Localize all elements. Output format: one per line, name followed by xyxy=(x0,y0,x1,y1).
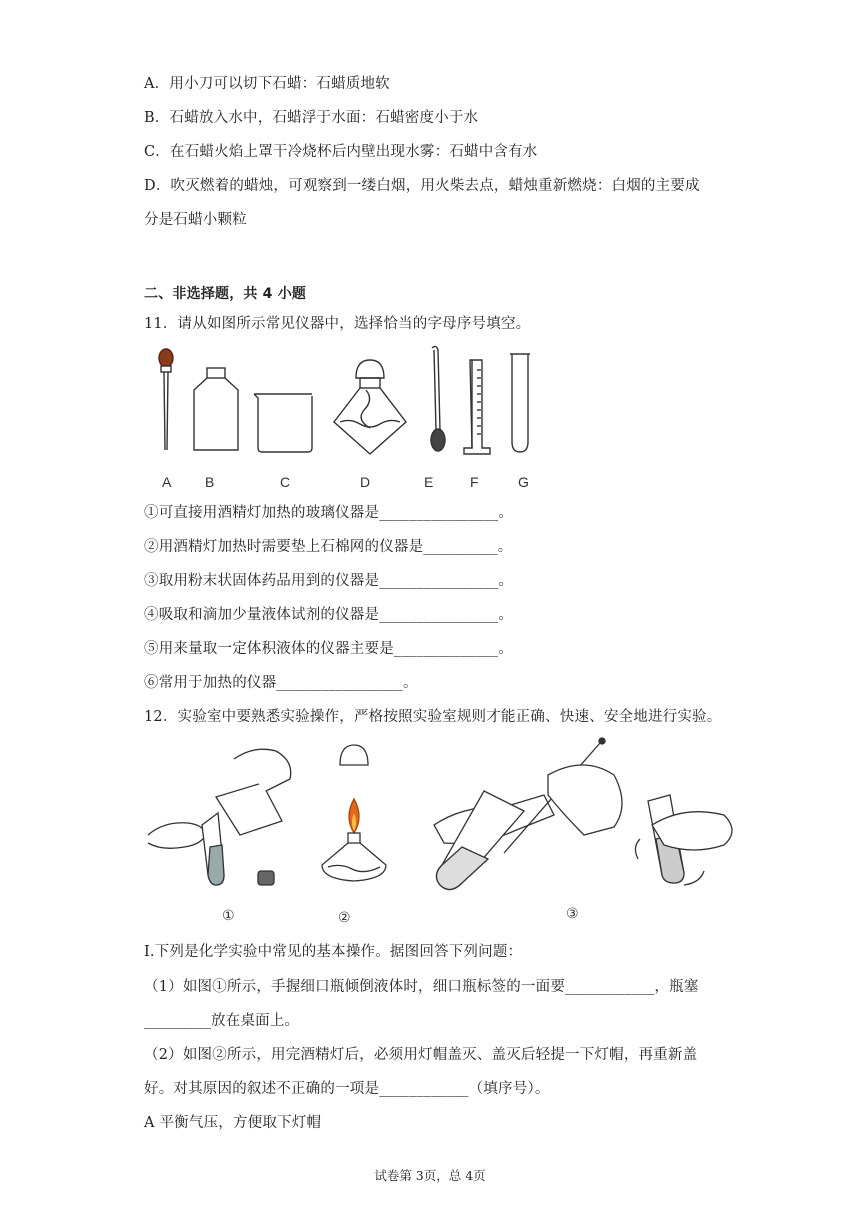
beaker-icon xyxy=(254,394,312,452)
q12-sub1-line1: （1）如图①所示，手握细口瓶倾倒液体时，细口瓶标签的一面要____________，瓶塞 xyxy=(144,979,699,995)
q12-sub2-line2: 好。对其原因的叙述不正确的一项是____________（填序号）。 xyxy=(144,1081,550,1097)
q11-item-2: ②用酒精灯加热时需要垫上石棉网的仪器是__________。 xyxy=(144,539,513,555)
operations-figure xyxy=(144,735,744,905)
label-g: G xyxy=(518,474,529,490)
fig-label-3: ③ xyxy=(566,906,579,922)
label-d: D xyxy=(360,474,371,490)
pouring-liquid-illustration xyxy=(148,749,291,885)
q12-option-a: A 平衡气压，方便取下灯帽 xyxy=(144,1115,322,1131)
q11-item-4: ④吸取和滴加少量液体试剂的仪器是________________。 xyxy=(144,607,514,623)
q12-part1: Ⅰ.下列是化学实验中常见的基本操作。据图回答下列问题： xyxy=(144,944,523,960)
label-b: B xyxy=(205,474,215,490)
q12-sub1-line2: _________放在桌面上。 xyxy=(144,1013,300,1029)
fig-label-2: ② xyxy=(338,910,351,926)
q11-item-3: ③取用粉末状固体药品用到的仪器是________________。 xyxy=(144,573,514,589)
q11-item-5: ⑤用来量取一定体积液体的仪器主要是______________。 xyxy=(144,641,513,657)
q10-option-d-line2: 分是石蜡小颗粒 xyxy=(144,212,247,228)
bottle-icon xyxy=(194,368,238,450)
q10-option-d-line1: D．吹灭燃着的蜡烛，可观察到一缕白烟，用火柴去点，蜡烛重新燃烧：白烟的主要成 xyxy=(144,178,700,194)
instruments-figure xyxy=(144,338,544,458)
section-title: 二、非选择题，共 4 小题 xyxy=(144,286,307,302)
q12-stem: 12．实验室中要熟悉实验操作，严格按照实验室规则才能正确、快速、安全地进行实验。 xyxy=(144,709,722,725)
q11-stem: 11．请从如图所示常见仪器中，选择恰当的字母序号填空。 xyxy=(144,316,531,332)
label-c: C xyxy=(280,474,291,490)
q10-option-b: B．石蜡放入水中，石蜡浮于水面：石蜡密度小于水 xyxy=(144,110,479,126)
fig-label-1: ① xyxy=(222,908,235,924)
q10-option-a: A．用小刀可以切下石蜡：石蜡质地软 xyxy=(144,76,390,92)
page-footer: 试卷第 3页，总 4页 xyxy=(374,1168,486,1183)
alcohol-lamp-illustration xyxy=(322,745,386,881)
spoon-icon xyxy=(431,346,445,451)
label-a: A xyxy=(162,474,172,490)
label-f: F xyxy=(470,474,479,490)
q10-option-c: C．在石蜡火焰上罩干冷烧杯后内壁出现水雾：石蜡中含有水 xyxy=(144,144,538,160)
label-e: E xyxy=(424,474,434,490)
graduated-cylinder-icon xyxy=(464,360,490,454)
q11-item-6: ⑥常用于加热的仪器_________________。 xyxy=(144,675,418,691)
q11-item-1: ①可直接用酒精灯加热的玻璃仪器是________________。 xyxy=(144,505,514,521)
alcohol-lamp-icon xyxy=(334,360,406,454)
test-tube-icon xyxy=(510,354,530,452)
dropper-icon xyxy=(159,349,173,450)
q12-sub2-line1: （2）如图②所示，用完酒精灯后，必须用灯帽盖灭、盖灭后轻提一下灯帽，再重新盖 xyxy=(144,1047,698,1063)
test-tube-operations-illustration xyxy=(434,738,732,890)
